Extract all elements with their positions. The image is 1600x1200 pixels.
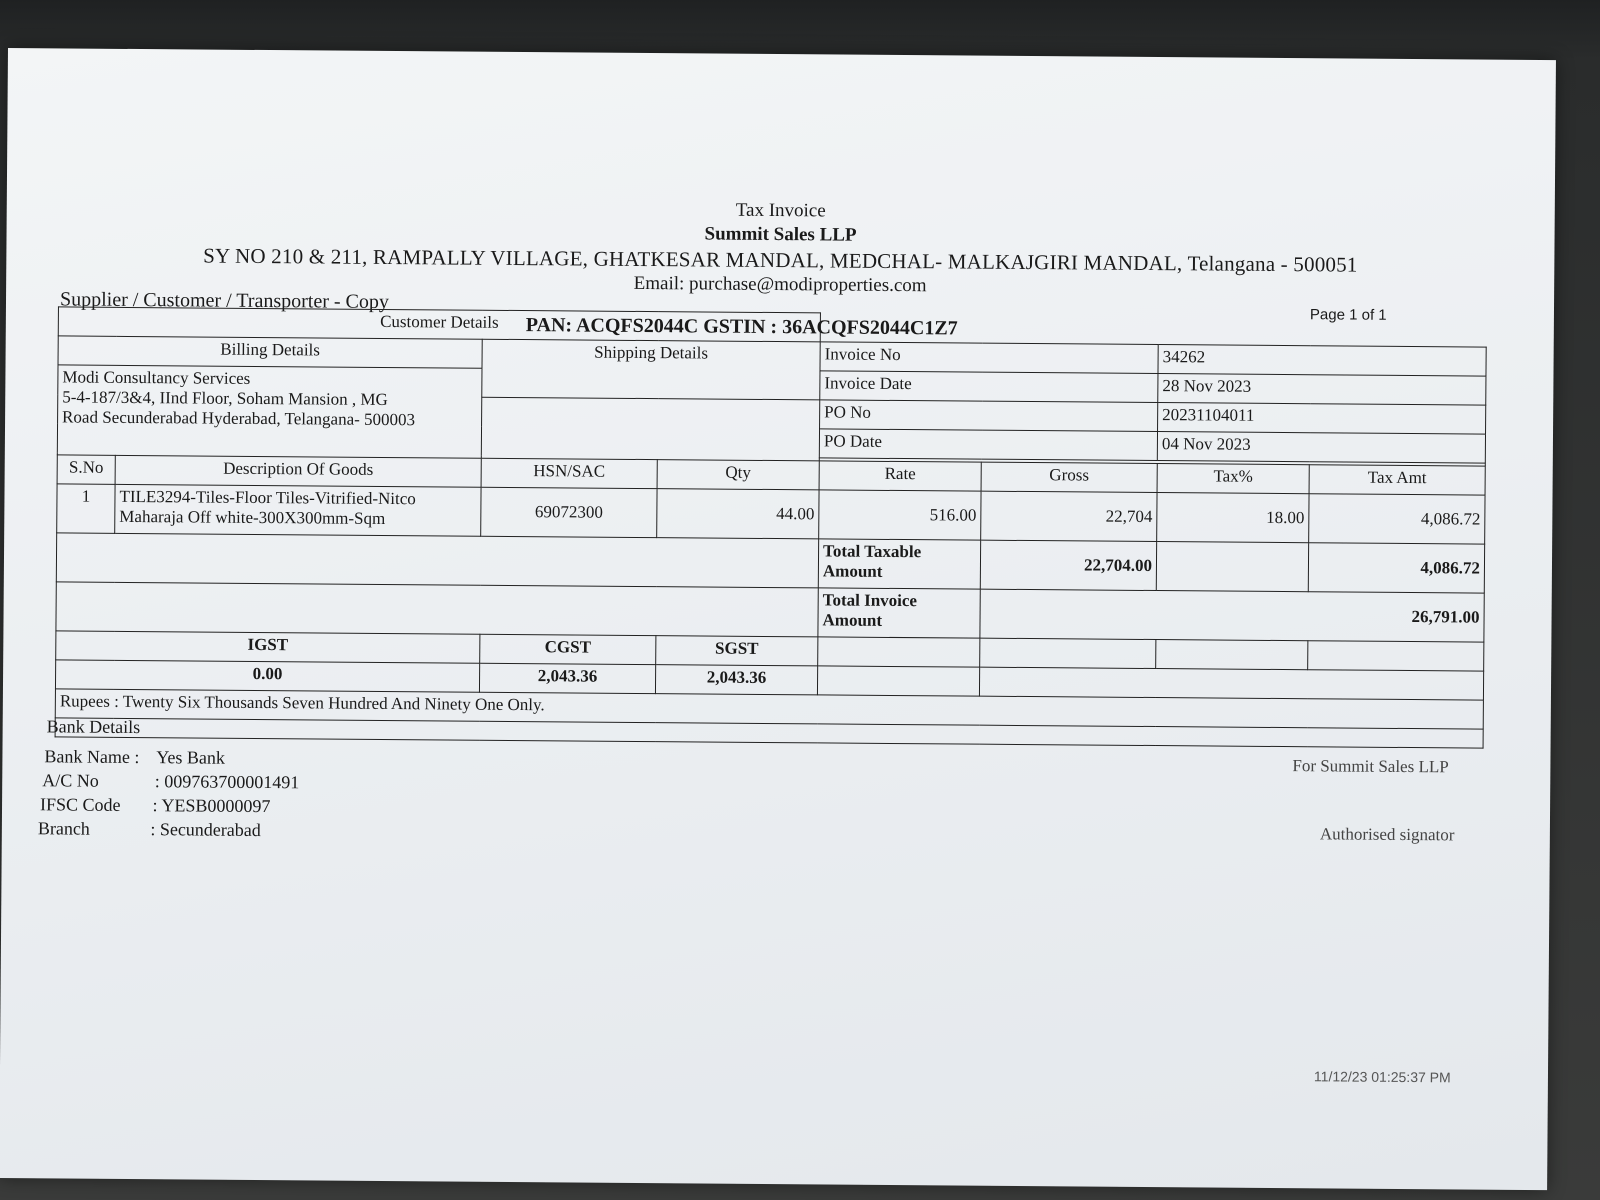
billing-address <box>57 365 482 458</box>
company-name: Summit Sales LLP <box>704 223 857 246</box>
bank-ac-row <box>42 770 299 793</box>
invoice-no-value: 34262 <box>1158 345 1486 377</box>
po-no-value: 20231104011 <box>1158 403 1486 435</box>
bank-branch-label: Branch <box>37 818 90 839</box>
authorised-signatory: Authorised signator <box>1319 824 1455 845</box>
billing-addr-line1: 5-4-187/3&4, IInd Floor, Soham Mansion , MG <box>62 387 388 409</box>
bank-ifsc-row <box>40 794 271 817</box>
col-qty: Qty <box>657 460 819 490</box>
col-description: Description Of Goods <box>115 455 481 487</box>
doc-type: Tax Invoice <box>735 199 826 222</box>
invoice-no-label: Invoice No <box>820 342 1158 374</box>
col-gross: Gross <box>981 462 1157 492</box>
igst-value: 0.00 <box>55 660 479 692</box>
item-desc-line1: TILE3294-Tiles-Floor Tiles-Vitrified-Nitco <box>119 486 416 509</box>
item-qty: 44.00 <box>657 489 819 539</box>
total-invoice-label: Total Invoice Amount <box>818 588 980 638</box>
bank-ifsc-label: IFSC Code <box>39 794 121 815</box>
total-taxable-value: 22,704.00 <box>980 540 1156 590</box>
col-rate: Rate <box>819 461 981 491</box>
signature-for: For Summit Sales LLP <box>1292 756 1449 777</box>
bank-name-value: Yes Bank <box>156 747 226 768</box>
total-invoice-value: 26,791.00 <box>980 589 1484 642</box>
item-sno: 1 <box>57 484 115 533</box>
sgst-value: 2,043.36 <box>655 665 817 695</box>
item-hsn: 69072300 <box>481 487 657 537</box>
igst-label: IGST <box>56 631 480 663</box>
print-timestamp: 11/12/23 01:25:37 PM <box>1313 1068 1451 1086</box>
bank-branch-value: : Secunderabad <box>150 819 261 841</box>
total-taxable-tax: 4,086.72 <box>1308 543 1484 593</box>
company-address: SY NO 210 & 211, RAMPALLY VILLAGE, GHATKESAR MANDAL, MEDCHAL- MALKAJGIRI MANDAL, Telangana - 500051 <box>203 243 1358 277</box>
item-desc-line2: Maharaja Off white-300X300mm-Sqm <box>119 506 386 528</box>
cgst-label: CGST <box>480 634 656 664</box>
item-description <box>115 484 481 536</box>
col-hsn: HSN/SAC <box>481 458 657 488</box>
billing-name: Modi Consultancy Services <box>62 367 251 388</box>
bank-ifsc-value: : YESB0000097 <box>152 795 271 817</box>
po-date-value: 04 Nov 2023 <box>1157 432 1485 464</box>
invoice-table <box>55 306 1487 748</box>
po-date-label: PO Date <box>819 429 1157 461</box>
page-number: Page 1 of 1 <box>1309 306 1387 324</box>
cgst-value: 2,043.36 <box>479 663 655 693</box>
invoice-date-value: 28 Nov 2023 <box>1158 374 1486 406</box>
po-no-label: PO No <box>820 400 1158 432</box>
invoice-date-label: Invoice Date <box>820 371 1158 403</box>
copy-label: Supplier / Customer / Transporter - Copy <box>59 288 389 313</box>
bank-details-title: Bank Details <box>46 716 141 738</box>
bank-name-label: Bank Name : <box>44 746 140 768</box>
shipping-address <box>481 397 819 461</box>
total-taxable-label: Total Taxable Amount <box>818 539 980 589</box>
customer-details-header: Customer Details <box>58 307 820 342</box>
amount-in-words: Rupees : Twenty Six Thousands Seven Hundred And Ninety One Only. <box>55 689 1483 729</box>
bank-ac-label: A/C No <box>42 770 99 791</box>
item-gross: 22,704 <box>981 491 1157 541</box>
bank-name-row <box>44 746 225 768</box>
bank-branch-row <box>38 818 261 841</box>
item-rate: 516.00 <box>819 490 981 540</box>
col-sno: S.No <box>57 455 115 484</box>
billing-details-header: Billing Details <box>58 336 482 368</box>
item-tax-pct: 18.00 <box>1157 493 1309 543</box>
shipping-details-header: Shipping Details <box>482 339 820 400</box>
sgst-label: SGST <box>656 636 818 666</box>
item-tax-amt: 4,086.72 <box>1309 494 1485 544</box>
col-tax-pct: Tax% <box>1157 464 1309 494</box>
invoice-paper <box>0 48 1556 1190</box>
bank-ac-value: : 009763700001491 <box>154 771 300 793</box>
company-email: Email: purchase@modiproperties.com <box>633 272 927 297</box>
col-tax-amt: Tax Amt <box>1309 465 1485 495</box>
pan-gstin: PAN: ACQFS2044C GSTIN : 36ACQFS2044C1Z7 <box>525 314 958 340</box>
billing-addr-line2: Road Secunderabad Hyderabad, Telangana- 500003 <box>62 407 416 430</box>
